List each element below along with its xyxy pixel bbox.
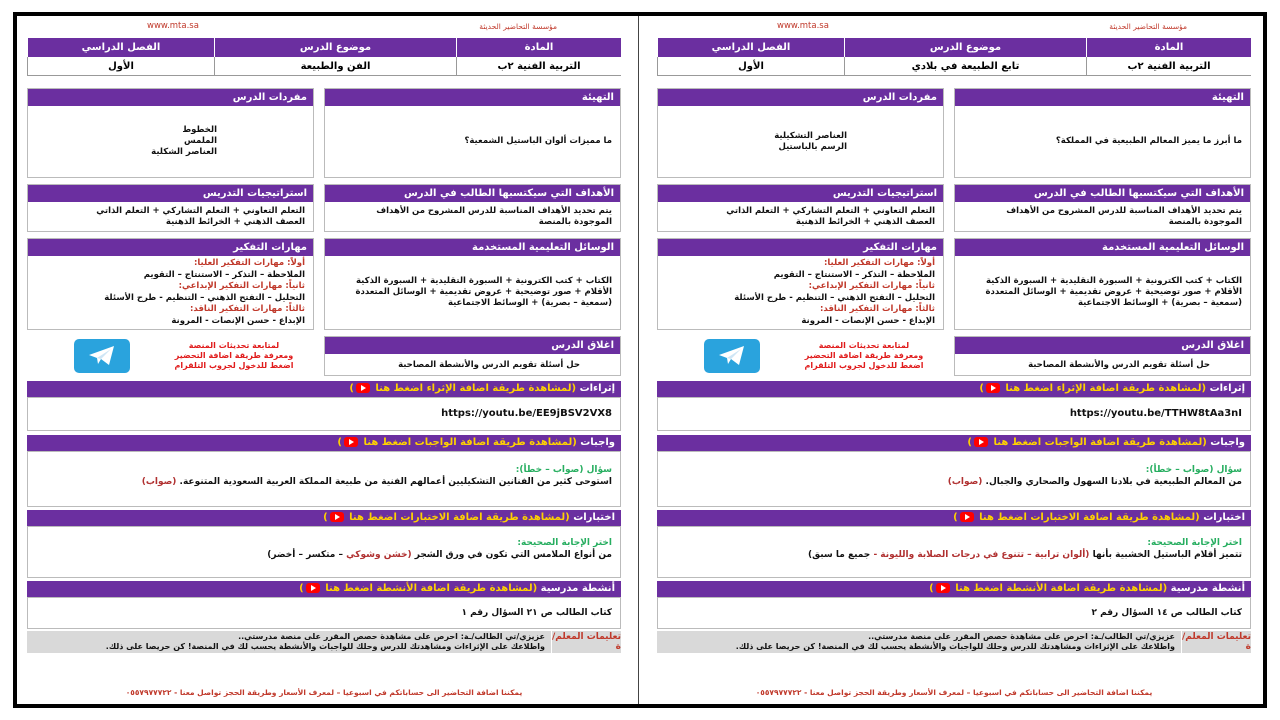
homework-link-close: ) <box>967 437 972 448</box>
enrichment-link-text: (لمشاهدة طريقة اضافة الإثراء اضغط هنا <box>375 383 577 394</box>
homework-label: واجبات <box>580 437 615 448</box>
intro-box <box>954 88 1251 178</box>
tests-answer-rest: جميع ما سبق) <box>807 550 871 560</box>
tests-question-text: تتميز أقلام الباستيل الخشبية بأنها <box>1092 550 1242 560</box>
tests-howto-link[interactable] <box>953 512 1200 523</box>
aids-box <box>954 238 1251 330</box>
term-value: الأول <box>27 57 214 76</box>
intro-title: التهيئة <box>325 89 620 106</box>
tests-label: اختبارات <box>573 512 615 523</box>
telegram-line-2: ومعرفة طريقة اضافة التحضير <box>804 351 924 360</box>
youtube-icon <box>356 383 370 393</box>
strategies-line-2: العصف الذهني + الخرائط الذهنية <box>795 217 935 227</box>
youtube-icon <box>986 383 1000 393</box>
closing-box <box>954 336 1251 376</box>
aids-box <box>324 238 621 330</box>
thinking-text-2: التحليل – التفتح الذهني – التنظيم - طرح الأسئلة <box>734 292 935 303</box>
vocab-item: الرسم بالباستيل <box>778 141 847 152</box>
activities-text: كتاب الطالب ص ٢١ السؤال رقم ١ <box>461 608 612 618</box>
vocab-box <box>27 88 314 178</box>
activities-link-text: (لمشاهدة طريقة اضافة الأنشطة اضغط هنا <box>325 583 538 594</box>
vocab-item: العناصر الشكلية <box>151 147 217 157</box>
strategies-title: استراتيجيات التدريس <box>28 185 313 202</box>
teacher-instructions <box>27 631 621 653</box>
homework-link-text: (لمشاهدة طريقة اضافة الواجبات اضغط هنا <box>993 437 1207 448</box>
strategies-box <box>657 184 944 232</box>
topic-value: تابع الطبيعة في بلادي <box>844 57 1086 76</box>
homework-label: واجبات <box>1210 437 1245 448</box>
intro-box <box>324 88 621 178</box>
aids-line-1: الكتاب + كتب الكترونية + السبورة التقليدية + السبورة الذكية <box>356 276 612 286</box>
goals-text: يتم تحديد الأهداف المناسبة للدرس المشروح من الأهداف الموجودة بالمنصة <box>376 206 612 227</box>
thinking-heading-2: ثانياً: مهارات التفكير الإبداعي: <box>178 281 305 291</box>
homework-band <box>657 435 1251 451</box>
telegram-icon[interactable] <box>704 339 760 373</box>
telegram-line-2: ومعرفة طريقة اضافة التحضير <box>174 351 294 360</box>
tests-answer-rest: – متكسر – أخضر) <box>267 550 344 560</box>
activities-band <box>27 581 621 597</box>
telegram-group-link[interactable] <box>657 336 944 376</box>
vocab-item: الملمس <box>184 136 217 146</box>
instructions-label: تعليمات المعلم/ة <box>552 632 621 652</box>
closing-title: اغلاق الدرس <box>325 337 620 354</box>
homework-link-text: (لمشاهدة طريقة اضافة الواجبات اضغط هنا <box>363 437 577 448</box>
enrichment-label: إثراءات <box>1209 383 1245 394</box>
thinking-text-3: الإبداع - حسن الإنصات - المرونة <box>171 315 305 326</box>
lesson-header-table <box>657 38 1251 76</box>
enrichment-link-close: ) <box>349 383 354 394</box>
website-link[interactable]: www.mta.sa <box>147 21 199 31</box>
telegram-text <box>164 341 304 371</box>
goals-box <box>954 184 1251 232</box>
thinking-heading-2: ثانياً: مهارات التفكير الإبداعي: <box>808 281 935 291</box>
aids-line-1: الكتاب + كتب الكترونية + السبورة التقليدية + السبورة الذكية <box>986 276 1242 286</box>
thinking-box <box>657 238 944 330</box>
strategies-box <box>27 184 314 232</box>
homework-body <box>27 451 621 507</box>
enrichment-band <box>657 381 1251 397</box>
homework-answer: (صواب) <box>947 477 983 487</box>
tests-band <box>657 510 1251 526</box>
homework-howto-link[interactable] <box>337 437 576 448</box>
document-frame <box>13 12 1267 708</box>
enrichment-howto-link[interactable] <box>349 383 576 394</box>
organization-name: مؤسسة التحاضير الحديثة <box>1109 22 1187 31</box>
aids-title: الوسائل التعليمية المستخدمة <box>955 239 1250 256</box>
closing-title: اغلاق الدرس <box>955 337 1250 354</box>
goals-title: الأهداف التي سيكتسبها الطالب في الدرس <box>955 185 1250 202</box>
teacher-instructions <box>657 631 1251 653</box>
goals-text: يتم تحديد الأهداف المناسبة للدرس المشروح من الأهداف الموجودة بالمنصة <box>1006 206 1242 227</box>
closing-text: حل أسئلة تقويم الدرس والأنشطة المصاحبة <box>1028 359 1210 370</box>
enrichment-url[interactable]: https://youtu.be/EE9jBSV2VX8 <box>441 408 612 419</box>
subject-label: المادة <box>1086 38 1251 57</box>
tests-question-label: اختر الإجابة الصحيحة: <box>517 538 612 548</box>
lesson-header-table <box>27 38 621 76</box>
tests-link-text: (لمشاهدة طريقة اضافة الاختبارات اضغط هنا <box>979 512 1200 523</box>
telegram-icon[interactable] <box>74 339 130 373</box>
website-link[interactable]: www.mta.sa <box>777 21 829 31</box>
telegram-line-1: لمتابعة تحديثات المنصة <box>188 341 280 350</box>
activities-howto-link[interactable] <box>299 583 537 594</box>
top-line <box>657 20 1251 34</box>
aids-line-3: (سمعية – بصرية) + الوسائط الاجتماعية <box>1077 298 1242 308</box>
activities-body <box>657 597 1251 629</box>
homework-answer: (صواب) <box>141 477 177 487</box>
intro-text: ما أبرز ما يميز المعالم الطبيعية في المملكة؟ <box>1055 136 1242 146</box>
instructions-label: تعليمات المعلم/ة <box>1182 632 1251 652</box>
thinking-heading-3: ثالثاً: مهارات التفكير الناقد: <box>190 304 305 314</box>
youtube-icon <box>960 512 974 522</box>
tests-band <box>27 510 621 526</box>
lesson-page-1 <box>27 16 621 704</box>
vocab-title: مفردات الدرس <box>28 89 313 106</box>
footer-contact: يمكننا اضافة التحاضير الى حساباتكم في اسبوعيا – لمعرف الأسعار وطريقة الحجز تواصل معنا - ٠٥٥٧٩٧٧٧٢٢ <box>125 688 523 697</box>
homework-question-text: من المعالم الطبيعية في بلادنا السهول والصحاري والجبال. <box>985 477 1242 487</box>
homework-question-label: سؤال (صواب – خطأ): <box>515 465 612 475</box>
activities-label: أنشطة مدرسية <box>1170 583 1245 594</box>
vocab-item: العناصر التشكيلية <box>774 130 847 141</box>
homework-band <box>27 435 621 451</box>
activities-link-close: ) <box>929 583 934 594</box>
vocab-list <box>658 106 943 177</box>
enrichment-label: إثراءات <box>579 383 615 394</box>
telegram-line-3: اضغط للدخول لجروب التلقرام <box>804 361 924 370</box>
telegram-text <box>794 341 934 371</box>
vocab-item: الخطوط <box>182 125 217 135</box>
strategies-line-1: التعلم التعاوني + التعلم التشاركي + التعلم الذاتي <box>726 206 935 216</box>
aids-line-2: الأقلام + صور توضيحية + عروض تقديمية + الوسائل المتعددة <box>355 287 612 297</box>
tests-answer: (ألوان ترابية – تتنوع في درجات الصلابة والليونة - <box>873 550 1090 560</box>
activities-band <box>657 581 1251 597</box>
homework-howto-link[interactable] <box>967 437 1206 448</box>
enrichment-howto-link[interactable] <box>979 383 1206 394</box>
thinking-box <box>27 238 314 330</box>
youtube-icon <box>306 583 320 593</box>
tests-link-text: (لمشاهدة طريقة اضافة الاختبارات اضغط هنا <box>349 512 570 523</box>
enrichment-body <box>27 397 621 431</box>
youtube-icon <box>974 437 988 447</box>
vocab-title: مفردات الدرس <box>658 89 943 106</box>
tests-question-label: اختر الإجابة الصحيحة: <box>1147 538 1242 548</box>
telegram-line-1: لمتابعة تحديثات المنصة <box>818 341 910 350</box>
aids-line-3: (سمعية – بصرية) + الوسائط الاجتماعية <box>447 298 612 308</box>
topic-label: موضوع الدرس <box>214 38 456 57</box>
activities-howto-link[interactable] <box>929 583 1167 594</box>
subject-value: التربية الفنية ٢ب <box>1086 57 1251 76</box>
homework-body <box>657 451 1251 507</box>
activities-body <box>27 597 621 629</box>
strategies-title: استراتيجيات التدريس <box>658 185 943 202</box>
thinking-text-2: التحليل – التفتح الذهني – التنظيم - طرح الأسئلة <box>104 292 305 303</box>
vocab-box <box>657 88 944 178</box>
closing-box <box>324 336 621 376</box>
tests-answer: (خشن وشوكي <box>346 550 412 560</box>
term-label: الفصل الدراسي <box>657 38 844 57</box>
telegram-line-3: اضغط للدخول لجروب التلقرام <box>174 361 294 370</box>
tests-body <box>27 526 621 578</box>
lesson-page-2 <box>657 16 1251 704</box>
youtube-icon <box>330 512 344 522</box>
organization-name: مؤسسة التحاضير الحديثة <box>479 22 557 31</box>
thinking-text-3: الإبداع - حسن الإنصات - المرونة <box>801 315 935 326</box>
tests-link-close: ) <box>323 512 328 523</box>
aids-title: الوسائل التعليمية المستخدمة <box>325 239 620 256</box>
enrichment-band <box>27 381 621 397</box>
tests-body <box>657 526 1251 578</box>
telegram-group-link[interactable] <box>27 336 314 376</box>
homework-link-close: ) <box>337 437 342 448</box>
instructions-line-1: عزيزي/تي الطالب/ـة: احرص على مشاهدة حصص المقرر على منصة مدرستي.. <box>868 632 1175 641</box>
footer-contact: يمكننا اضافة التحاضير الى حساباتكم في اسبوعيا – لمعرف الأسعار وطريقة الحجز تواصل معنا - ٠٥٥٧٩٧٧٧٢٢ <box>755 688 1153 697</box>
homework-question-label: سؤال (صواب – خطأ): <box>1145 465 1242 475</box>
term-label: الفصل الدراسي <box>27 38 214 57</box>
youtube-icon <box>936 583 950 593</box>
top-line <box>27 20 621 34</box>
instructions-line-1: عزيزي/تي الطالب/ـة: احرص على مشاهدة حصص المقرر على منصة مدرستي.. <box>238 632 545 641</box>
thinking-title: مهارات التفكير <box>28 239 313 256</box>
activities-label: أنشطة مدرسية <box>540 583 615 594</box>
closing-text: حل أسئلة تقويم الدرس والأنشطة المصاحبة <box>398 359 580 370</box>
page-divider <box>638 16 639 704</box>
youtube-icon <box>344 437 358 447</box>
intro-title: التهيئة <box>955 89 1250 106</box>
subject-value: التربية الفنية ٢ب <box>456 57 621 76</box>
topic-value: الفن والطبيعة <box>214 57 456 76</box>
activities-text: كتاب الطالب ص ١٤ السؤال رقم ٢ <box>1091 608 1242 618</box>
homework-question-text: استوحى كثير من الفنانين التشكيليين أعمالهم الفنية من طبيعة المملكة العربية السعودية المتنوعة. <box>179 477 612 487</box>
enrichment-body <box>657 397 1251 431</box>
vocab-list <box>28 106 313 177</box>
thinking-heading-1: أولاً: مهارات التفكير العليا: <box>193 258 305 268</box>
strategies-line-2: العصف الذهني + الخرائط الذهنية <box>165 217 305 227</box>
instructions-line-2: واطلاعك على الإثراءات ومشاهدتك للدرس وحلك للواجبات والأنشطة يحسب لك في المنصة! كن حريصا على ذلك. <box>735 642 1175 651</box>
enrichment-link-text: (لمشاهدة طريقة اضافة الإثراء اضغط هنا <box>1005 383 1207 394</box>
instructions-line-2: واطلاعك على الإثراءات ومشاهدتك للدرس وحلك للواجبات والأنشطة يحسب لك في المنصة! كن حريصا على ذلك. <box>105 642 545 651</box>
intro-text: ما مميزات ألوان الباستيل الشمعية؟ <box>464 136 612 146</box>
strategies-line-1: التعلم التعاوني + التعلم التشاركي + التعلم الذاتي <box>96 206 305 216</box>
aids-line-2: الأقلام + صور توضيحية + عروض تقديمية + الوسائل المتعددة <box>985 287 1242 297</box>
thinking-heading-1: أولاً: مهارات التفكير العليا: <box>823 258 935 268</box>
thinking-title: مهارات التفكير <box>658 239 943 256</box>
tests-howto-link[interactable] <box>323 512 570 523</box>
topic-label: موضوع الدرس <box>844 38 1086 57</box>
thinking-heading-3: ثالثاً: مهارات التفكير الناقد: <box>820 304 935 314</box>
enrichment-link-close: ) <box>979 383 984 394</box>
goals-box <box>324 184 621 232</box>
subject-label: المادة <box>456 38 621 57</box>
goals-title: الأهداف التي سيكتسبها الطالب في الدرس <box>325 185 620 202</box>
enrichment-url[interactable]: https://youtu.be/TTHW8tAa3nI <box>1069 408 1242 419</box>
tests-link-close: ) <box>953 512 958 523</box>
activities-link-close: ) <box>299 583 304 594</box>
thinking-text-1: الملاحظة – التذكر – الاستنتاج – التقويم <box>773 269 935 280</box>
tests-question-text: من أنواع الملامس التي تكون في ورق الشجر <box>414 550 612 560</box>
activities-link-text: (لمشاهدة طريقة اضافة الأنشطة اضغط هنا <box>955 583 1168 594</box>
term-value: الأول <box>657 57 844 76</box>
tests-label: اختبارات <box>1203 512 1245 523</box>
thinking-text-1: الملاحظة – التذكر – الاستنتاج – التقويم <box>143 269 305 280</box>
